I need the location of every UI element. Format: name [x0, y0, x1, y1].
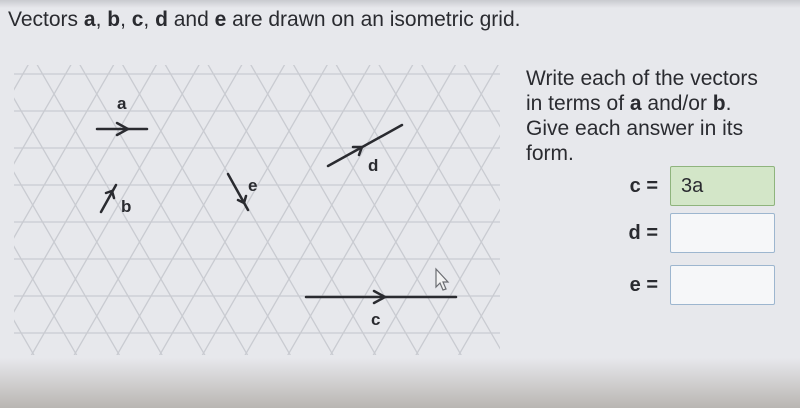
- instructions-line-4: form.: [526, 142, 574, 165]
- vector-b-label: b: [121, 197, 132, 216]
- answer-label-e: e =: [629, 274, 658, 296]
- instructions-line-3: Give each answer in its: [526, 117, 744, 140]
- grid-line: [405, 55, 510, 370]
- grid-line: [362, 55, 510, 370]
- grid-line: [0, 55, 174, 370]
- grid-line: [490, 55, 510, 370]
- answer-row-d: [560, 213, 800, 253]
- instructions-line-1: Write each of the vectors: [526, 67, 758, 90]
- grid-line: [0, 55, 174, 370]
- grid-line: [0, 55, 3, 370]
- vector-e: [228, 174, 248, 210]
- grid-line: [0, 55, 88, 370]
- instructions: [526, 66, 800, 166]
- answer-label-c: c =: [629, 175, 658, 197]
- answer-input-d[interactable]: [670, 213, 775, 253]
- instructions-line-2: in terms of a and/or b.: [526, 92, 732, 115]
- answer-row-e: [560, 265, 800, 305]
- vector-c: [306, 291, 456, 303]
- grid-line: [0, 55, 45, 370]
- question-text: Vectors a, b, c, d and e are drawn on an isometric grid.: [8, 8, 521, 31]
- answer-row-c: [560, 166, 800, 206]
- grid-line: [0, 55, 88, 370]
- vector-d-label: d: [368, 156, 379, 175]
- answer-input-e[interactable]: [670, 265, 775, 305]
- grid-line: [405, 55, 510, 370]
- grid-line: [362, 55, 510, 370]
- grid-line: [447, 55, 510, 370]
- vector-c-label: c: [371, 310, 381, 329]
- vector-a: [97, 123, 147, 135]
- vector-e-label: e: [248, 176, 258, 195]
- answer-input-c[interactable]: [670, 166, 775, 206]
- grid-line: [447, 55, 510, 370]
- grid-line: [0, 55, 131, 370]
- answer-label-d: d =: [628, 222, 658, 244]
- grid-line: [0, 55, 3, 370]
- grid-line: [490, 55, 510, 370]
- mouse-cursor-icon: [436, 269, 448, 290]
- isometric-grid: [0, 55, 510, 370]
- grid-lines: [0, 55, 510, 370]
- grid-line: [0, 55, 131, 370]
- top-shadow: [0, 0, 800, 8]
- bottom-shadow: [0, 358, 800, 408]
- grid-line: [0, 55, 45, 370]
- vector-a-label: a: [117, 94, 127, 113]
